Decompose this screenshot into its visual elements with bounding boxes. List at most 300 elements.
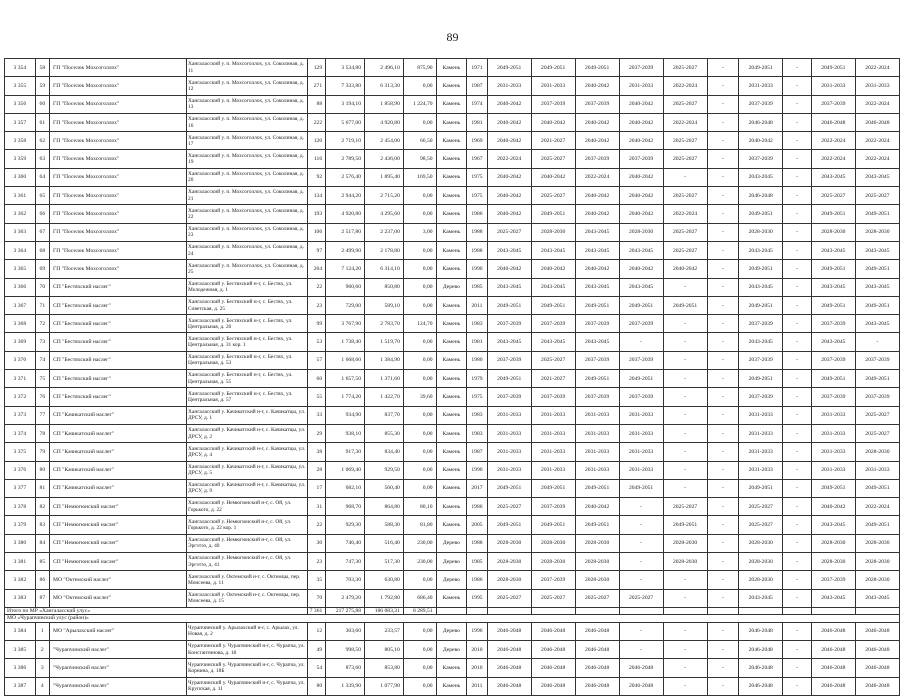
cell-item-number: 85 <box>35 553 49 571</box>
cell-nonliving-area: 0,00 <box>403 187 436 205</box>
cell-repair-period-1: 2046-2048 <box>487 659 531 677</box>
cell-repair-period-1: 2049-2051 <box>487 516 531 534</box>
cell-repair-period-10: 2046-2048 <box>855 640 899 658</box>
cell-municipality: СП "Немюгюнский наслег" <box>49 534 186 552</box>
cell-living-area: 1 895,40 <box>365 168 404 186</box>
cell-repair-period-1: 2031-2033 <box>487 443 531 461</box>
cell-repair-period-7: 2037-2039 <box>739 150 783 168</box>
cell-repair-period-5: - <box>663 589 707 607</box>
cell-wall-material: Камень <box>436 223 467 241</box>
cell-repair-period-4: 2046-2048 <box>619 677 663 695</box>
cell-residents: 92 <box>307 168 325 186</box>
table-row <box>5 351 900 369</box>
cell-repair-period-8: - <box>783 406 812 424</box>
cell-repair-period-6: - <box>707 278 739 296</box>
cell-address: Хангаласский у. п. Мохсоголлох, ул. Соколиная, д. 16 <box>187 113 308 131</box>
cell-nonliving-area: 0,00 <box>403 677 436 695</box>
cell-repair-period-6: - <box>707 571 739 589</box>
cell-total-area: 873,60 <box>326 659 365 677</box>
cell-nonliving-area: 0,00 <box>403 406 436 424</box>
table-row <box>5 571 900 589</box>
cell-repair-period-2: 2046-2048 <box>531 659 575 677</box>
cell-wall-material: Камень <box>436 113 467 131</box>
cell-repair-period-7: 2028-2030 <box>739 571 783 589</box>
cell-repair-period-3: 2043-2045 <box>575 278 619 296</box>
cell-repair-period-8: - <box>783 59 812 77</box>
cell-wall-material: Камень <box>436 516 467 534</box>
table-row <box>5 205 900 223</box>
cell-repair-period-6: - <box>707 205 739 223</box>
cell-total-area: 960,60 <box>326 278 365 296</box>
cell-repair-period-1: 2031-2033 <box>487 406 531 424</box>
cell-repair-period-3: 2040-2042 <box>575 205 619 223</box>
cell-year-built: 1990 <box>467 260 487 278</box>
cell-nonliving-area: 230,00 <box>403 534 436 552</box>
cell-total-area: 5 677,00 <box>326 113 365 131</box>
cell-repair-period-8: - <box>783 187 812 205</box>
cell-repair-period-4: - <box>619 571 663 589</box>
cell-item-number: 68 <box>35 241 49 259</box>
cell-repair-period-2: 2021-2027 <box>531 370 575 388</box>
table-row <box>5 534 900 552</box>
cell-item-number: 58 <box>35 59 49 77</box>
cell-repair-period-5: - <box>663 640 707 658</box>
cell-repair-period-7: 2049-2051 <box>739 59 783 77</box>
cell-year-built: 1975 <box>467 388 487 406</box>
cell-repair-period-8: - <box>783 296 812 314</box>
cell-repair-period-6: - <box>707 113 739 131</box>
table-row <box>5 296 900 314</box>
cell-repair-period-4: 2031-2033 <box>619 424 663 442</box>
cell-municipality: МО "Октемский наслег" <box>49 571 186 589</box>
cell-living-area: 837,70 <box>365 406 404 424</box>
cell-row-number: 3 359 <box>5 150 36 168</box>
cell-repair-period-5: 2028-2030 <box>663 553 707 571</box>
cell-wall-material: Камень <box>436 461 467 479</box>
cell-repair-period-1: 2049-2051 <box>487 59 531 77</box>
table-row <box>5 59 900 77</box>
cell-repair-period-5: - <box>663 278 707 296</box>
cell-repair-period-2: 2046-2048 <box>531 622 575 640</box>
cell-item-number: 70 <box>35 278 49 296</box>
cell-wall-material: Камень <box>436 498 467 516</box>
cell-total-area: 3 194,10 <box>326 95 365 113</box>
cell-repair-period-6: - <box>707 260 739 278</box>
cell-repair-period-5: - <box>663 479 707 497</box>
cell-repair-period-1: 2046-2048 <box>487 622 531 640</box>
cell-address: Чурапчинский у. Чурапчинский н-г, с. Чурапча, ул. Константинова, д. 18 <box>187 640 308 658</box>
table-row <box>5 388 900 406</box>
table-row <box>5 150 900 168</box>
cell-nonliving-area: 0,00 <box>403 370 436 388</box>
cell-address: Хангаласский у. п. Мохсоголлох, ул. Соколиная, д. 25 <box>187 260 308 278</box>
cell-address: Хангаласский у. Качикатский н-г, с. Качикатцы, ул. ДРСУ, д. 1 <box>187 406 308 424</box>
cell-repair-period-9: 2040-2042 <box>811 498 855 516</box>
cell-repair-period-2: 2046-2048 <box>531 640 575 658</box>
cell-repair-period-4: 2043-2045 <box>619 241 663 259</box>
cell-repair-period-1: 2025-2027 <box>487 589 531 607</box>
cell-repair-period-4: 2031-2033 <box>619 406 663 424</box>
cell-residents: 12 <box>307 622 325 640</box>
cell-repair-period-1: 2037-2039 <box>487 351 531 369</box>
cell-wall-material: Камень <box>436 388 467 406</box>
cell-repair-period-2: 2049-2051 <box>531 516 575 534</box>
cell-nonliving-area: 81,80 <box>403 516 436 534</box>
cell-item-number: 83 <box>35 516 49 534</box>
cell-residents: 29 <box>307 424 325 442</box>
cell-repair-period-9: 2049-2051 <box>811 296 855 314</box>
cell-nonliving-area: 1 224,70 <box>403 95 436 113</box>
cell-repair-period-6: - <box>707 77 739 95</box>
cell-residents: 55 <box>307 388 325 406</box>
cell-repair-period-6: - <box>707 498 739 516</box>
cell-municipality: СП "Бестяхский наслег" <box>49 333 186 351</box>
cell-repair-period-2: 2028-2030 <box>531 534 575 552</box>
cell-nonliving-area: 0,00 <box>403 443 436 461</box>
cell-municipality: СП "Бестяхский наслег" <box>49 278 186 296</box>
cell-wall-material: Камень <box>436 589 467 607</box>
total-area: 217 275,88 <box>326 607 365 614</box>
cell-row-number: 3 369 <box>5 333 36 351</box>
cell-repair-period-2: 2031-2033 <box>531 424 575 442</box>
cell-living-area: 6 313,30 <box>365 77 404 95</box>
cell-row-number: 3 380 <box>5 534 36 552</box>
cell-repair-period-9: 2031-2033 <box>811 406 855 424</box>
cell-repair-period-7: 2028-2030 <box>739 534 783 552</box>
cell-residents: 23 <box>307 553 325 571</box>
cell-repair-period-7: 2046-2048 <box>739 187 783 205</box>
cell-municipality: ГП "Поселок Мохсоголлох" <box>49 241 186 259</box>
cell-nonliving-area: 875,90 <box>403 59 436 77</box>
cell-repair-period-1: 2022-2024 <box>487 150 531 168</box>
cell-address: Хангаласский у. Бестяхский н-г, с. Бестях, ул. Центральная, д. 53 <box>187 351 308 369</box>
cell-row-number: 3 387 <box>5 677 36 695</box>
cell-living-area: 1 792,80 <box>365 589 404 607</box>
cell-nonliving-area: 0,00 <box>403 622 436 640</box>
cell-repair-period-8: - <box>783 571 812 589</box>
cell-total-area: 3 534,80 <box>326 59 365 77</box>
cell-repair-period-4: 2043-2045 <box>619 278 663 296</box>
cell-repair-period-9: 2049-2051 <box>811 479 855 497</box>
cell-repair-period-6: - <box>707 553 739 571</box>
cell-municipality: ГП "Поселок Мохсоголлох" <box>49 150 186 168</box>
cell-repair-period-2: 2025-2027 <box>531 351 575 369</box>
cell-repair-period-9: 2049-2051 <box>811 260 855 278</box>
cell-nonliving-area: 0,00 <box>403 479 436 497</box>
cell-repair-period-10: 2046-2048 <box>855 113 899 131</box>
cell-repair-period-10: 2025-2027 <box>855 187 899 205</box>
cell-repair-period-3: 2049-2051 <box>575 296 619 314</box>
cell-repair-period-2: 2028-2030 <box>531 223 575 241</box>
cell-row-number: 3 386 <box>5 659 36 677</box>
cell-total-area: 2 719,10 <box>326 132 365 150</box>
cell-repair-period-2: 2049-2051 <box>531 479 575 497</box>
cell-residents: 49 <box>307 640 325 658</box>
cell-repair-period-10: 2049-2051 <box>855 516 899 534</box>
cell-wall-material: Камень <box>436 95 467 113</box>
cell-repair-period-6: - <box>707 168 739 186</box>
total-living-area: 186 083,31 <box>365 607 404 614</box>
cell-repair-period-2: 2031-2033 <box>531 461 575 479</box>
cell-residents: 264 <box>307 260 325 278</box>
cell-repair-period-10: 2046-2048 <box>855 622 899 640</box>
cell-repair-period-1: 2049-2051 <box>487 370 531 388</box>
cell-nonliving-area: 0,00 <box>403 278 436 296</box>
cell-address: Хангаласский у. п. Мохсоголлох, ул. Соколиная, д. 24 <box>187 241 308 259</box>
cell-nonliving-area: 0,00 <box>403 461 436 479</box>
cell-repair-period-6: - <box>707 59 739 77</box>
cell-repair-period-10: 2049-2051 <box>855 479 899 497</box>
cell-municipality: МО "Октемский наслег" <box>49 589 186 607</box>
cell-repair-period-2: 2049-2051 <box>531 296 575 314</box>
cell-repair-period-9: 2031-2033 <box>811 443 855 461</box>
cell-repair-period-1: 2040-2042 <box>487 205 531 223</box>
cell-total-area: 938,10 <box>326 424 365 442</box>
cell-repair-period-5: - <box>663 351 707 369</box>
cell-residents: 99 <box>307 315 325 333</box>
cell-total-area: 2 479,20 <box>326 589 365 607</box>
total-nonliving-area: 8 289,51 <box>403 607 436 614</box>
cell-address: Хангаласский у. Бестяхский н-г, с. Бестях, ул. Центральная, д. 57 <box>187 388 308 406</box>
cell-repair-period-2: 2031-2033 <box>531 443 575 461</box>
cell-item-number: 69 <box>35 260 49 278</box>
cell-wall-material: Камень <box>436 424 467 442</box>
cell-repair-period-3: 2043-2045 <box>575 223 619 241</box>
cell-wall-material: Камень <box>436 659 467 677</box>
cell-repair-period-10: 2028-2030 <box>855 443 899 461</box>
cell-wall-material: Дерево <box>436 640 467 658</box>
cell-total-area: 682,10 <box>326 479 365 497</box>
cell-repair-period-7: 2037-2039 <box>739 351 783 369</box>
cell-address: Хангаласский у. Немюгюнский н-г, с. Ой, ул. Эргэтээ, д. 41 <box>187 553 308 571</box>
cell-row-number: 3 382 <box>5 571 36 589</box>
cell-nonliving-area: 230,00 <box>403 553 436 571</box>
cell-repair-period-5: 2025-2027 <box>663 95 707 113</box>
cell-address: Хангаласский у. Немюгюнский н-г, с. Ой, ул. Эргэтээ, д. 40 <box>187 534 308 552</box>
cell-repair-period-3: 2046-2048 <box>575 677 619 695</box>
cell-address: Хангаласский у. Качикатский н-г, с. Качикатцы, ул. ДРСУ, д. 2 <box>187 424 308 442</box>
cell-row-number: 3 360 <box>5 168 36 186</box>
cell-row-number: 3 378 <box>5 498 36 516</box>
table-row <box>5 659 900 677</box>
cell-year-built: 1996 <box>467 622 487 640</box>
cell-repair-period-7: 2049-2051 <box>739 296 783 314</box>
cell-address: Хангаласский у. п. Мохсоголлох, ул. Соколиная, д. 21 <box>187 187 308 205</box>
cell-repair-period-6: - <box>707 677 739 695</box>
cell-living-area: 516,40 <box>365 534 404 552</box>
cell-row-number: 3 372 <box>5 388 36 406</box>
cell-year-built: 1975 <box>467 187 487 205</box>
cell-nonliving-area: 80,10 <box>403 498 436 516</box>
cell-total-area: 968,70 <box>326 498 365 516</box>
cell-repair-period-8: - <box>783 260 812 278</box>
cell-repair-period-6: - <box>707 223 739 241</box>
cell-repair-period-6: - <box>707 622 739 640</box>
cell-wall-material: Камень <box>436 479 467 497</box>
cell-repair-period-10: 2043-2045 <box>855 241 899 259</box>
cell-repair-period-5: 2022-2024 <box>663 113 707 131</box>
cell-repair-period-9: 2037-2039 <box>811 95 855 113</box>
cell-total-area: 2 789,50 <box>326 150 365 168</box>
table-row <box>5 77 900 95</box>
total-label: Итого по МР «Хангаласский улус» <box>5 607 308 614</box>
cell-wall-material: Камень <box>436 443 467 461</box>
cell-residents: 60 <box>307 370 325 388</box>
cell-address: Хангаласский у. Качикатский н-г, с. Качикатцы, ул. ДРСУ, д. 5 <box>187 461 308 479</box>
cell-repair-period-8: - <box>783 113 812 131</box>
cell-municipality: СП "Качикатский наслег" <box>49 424 186 442</box>
cell-residents: 35 <box>307 571 325 589</box>
cell-wall-material: Камень <box>436 315 467 333</box>
cell-repair-period-9: 2037-2039 <box>811 315 855 333</box>
cell-repair-period-7: 2037-2039 <box>739 388 783 406</box>
cell-repair-period-4: 2040-2042 <box>619 168 663 186</box>
cell-address: Хангаласский у. п. Мохсоголлох, ул. Соколиная, д. 12 <box>187 77 308 95</box>
cell-repair-period-4: - <box>619 640 663 658</box>
cell-repair-period-8: - <box>783 205 812 223</box>
cell-living-area: 2 237,00 <box>365 223 404 241</box>
cell-repair-period-5: - <box>663 443 707 461</box>
cell-year-built: 1974 <box>467 95 487 113</box>
cell-municipality: ГП "Поселок Мохсоголлох" <box>49 205 186 223</box>
cell-repair-period-10: 2031-2033 <box>855 461 899 479</box>
cell-wall-material: Дерево <box>436 534 467 552</box>
cell-year-built: 2005 <box>467 516 487 534</box>
cell-wall-material: Камень <box>436 260 467 278</box>
cell-repair-period-5: - <box>663 622 707 640</box>
cell-repair-period-2: 2037-2039 <box>531 498 575 516</box>
cell-repair-period-1: 2046-2048 <box>487 640 531 658</box>
cell-repair-period-1: 2025-2027 <box>487 223 531 241</box>
cell-repair-period-6: - <box>707 479 739 497</box>
cell-repair-period-7: 2025-2027 <box>739 516 783 534</box>
cell-living-area: 1 077,90 <box>365 677 404 695</box>
cell-repair-period-2: 2025-2027 <box>531 187 575 205</box>
cell-residents: 106 <box>307 223 325 241</box>
cell-repair-period-9: 2049-2051 <box>811 59 855 77</box>
cell-item-number: 86 <box>35 571 49 589</box>
cell-wall-material: Камень <box>436 333 467 351</box>
cell-row-number: 3 375 <box>5 443 36 461</box>
table-row <box>5 241 900 259</box>
cell-repair-period-1: 2028-2030 <box>487 553 531 571</box>
cell-repair-period-5: 2025-2027 <box>663 187 707 205</box>
cell-repair-period-2: 2025-2027 <box>531 150 575 168</box>
table-body-hangalassky <box>5 59 900 608</box>
cell-repair-period-10: 2046-2048 <box>855 659 899 677</box>
cell-item-number: 61 <box>35 113 49 131</box>
cell-repair-period-3: 2040-2042 <box>575 132 619 150</box>
cell-repair-period-4: - <box>619 498 663 516</box>
cell-row-number: 3 384 <box>5 622 36 640</box>
cell-residents: 193 <box>307 205 325 223</box>
cell-repair-period-4: 2031-2033 <box>619 77 663 95</box>
cell-repair-period-4: 2049-2051 <box>619 479 663 497</box>
cell-repair-period-10: 2022-2024 <box>855 132 899 150</box>
cell-repair-period-6: - <box>707 443 739 461</box>
cell-repair-period-10: 2028-2030 <box>855 223 899 241</box>
cell-residents: 80 <box>307 677 325 695</box>
table-row <box>5 479 900 497</box>
cell-wall-material: Камень <box>436 677 467 695</box>
cell-wall-material: Камень <box>436 132 467 150</box>
cell-year-built: 1995 <box>467 589 487 607</box>
cell-repair-period-1: 2031-2033 <box>487 77 531 95</box>
cell-municipality: ГП "Поселок Мохсоголлох" <box>49 77 186 95</box>
table-row <box>5 677 900 695</box>
cell-nonliving-area: 0,00 <box>403 571 436 589</box>
cell-residents: 120 <box>307 132 325 150</box>
cell-living-area: 2 436,00 <box>365 150 404 168</box>
cell-item-number: 73 <box>35 333 49 351</box>
cell-year-built: 2011 <box>467 677 487 695</box>
cell-repair-period-4: 2049-2051 <box>619 370 663 388</box>
cell-row-number: 3 383 <box>5 589 36 607</box>
cell-repair-period-5: - <box>663 571 707 589</box>
cell-repair-period-3: 2043-2045 <box>575 241 619 259</box>
cell-year-built: 1981 <box>467 113 487 131</box>
cell-nonliving-area: 124,70 <box>403 315 436 333</box>
cell-repair-period-9: 2028-2030 <box>811 534 855 552</box>
cell-living-area: 560,40 <box>365 479 404 497</box>
cell-repair-period-8: - <box>783 553 812 571</box>
cell-living-area: 853,80 <box>365 659 404 677</box>
cell-living-area: 4 295,60 <box>365 205 404 223</box>
cell-residents: 38 <box>307 443 325 461</box>
cell-repair-period-1: 2043-2045 <box>487 333 531 351</box>
cell-repair-period-4: - <box>619 622 663 640</box>
cell-residents: 28 <box>307 461 325 479</box>
cell-repair-period-7: 2043-2045 <box>739 241 783 259</box>
cell-repair-period-4: 2037-2039 <box>619 351 663 369</box>
cell-repair-period-6: - <box>707 589 739 607</box>
cell-address: Хангаласский у. Бестяхский н-г, с. Бестях, ул. Центральная, д. 26 <box>187 315 308 333</box>
cell-residents: 54 <box>307 659 325 677</box>
cell-total-area: 3 767,90 <box>326 315 365 333</box>
cell-repair-period-9: 2028-2030 <box>811 553 855 571</box>
cell-repair-period-6: - <box>707 296 739 314</box>
cell-row-number: 3 368 <box>5 315 36 333</box>
cell-repair-period-4: - <box>619 534 663 552</box>
cell-repair-period-10: 2043-2045 <box>855 168 899 186</box>
table-summary <box>5 607 900 622</box>
cell-repair-period-2: 2046-2048 <box>531 677 575 695</box>
cell-year-built: 1980 <box>467 351 487 369</box>
table-row <box>5 553 900 571</box>
cell-row-number: 3 365 <box>5 260 36 278</box>
table-row <box>5 640 900 658</box>
cell-repair-period-10: 2037-2039 <box>855 388 899 406</box>
table-row <box>5 132 900 150</box>
cell-residents: 23 <box>307 296 325 314</box>
cell-repair-period-8: - <box>783 640 812 658</box>
cell-municipality: СП "Немюгюнский наслег" <box>49 498 186 516</box>
cell-municipality: ГП "Поселок Мохсоголлох" <box>49 95 186 113</box>
cell-repair-period-8: - <box>783 95 812 113</box>
cell-repair-period-7: 2043-2045 <box>739 333 783 351</box>
cell-repair-period-1: 2031-2033 <box>487 424 531 442</box>
cell-residents: 33 <box>307 406 325 424</box>
cell-repair-period-10: 2022-2024 <box>855 150 899 168</box>
cell-repair-period-3: 2049-2051 <box>575 59 619 77</box>
cell-wall-material: Камень <box>436 241 467 259</box>
cell-item-number: 75 <box>35 370 49 388</box>
cell-address: Хангаласский у. Качикатский н-г, с. Качикатцы, ул. ДРСУ, д. 4 <box>187 443 308 461</box>
table-row <box>5 589 900 607</box>
cell-repair-period-5: 2025-2027 <box>663 59 707 77</box>
cell-nonliving-area: 39,60 <box>403 388 436 406</box>
cell-repair-period-1: 2040-2042 <box>487 95 531 113</box>
